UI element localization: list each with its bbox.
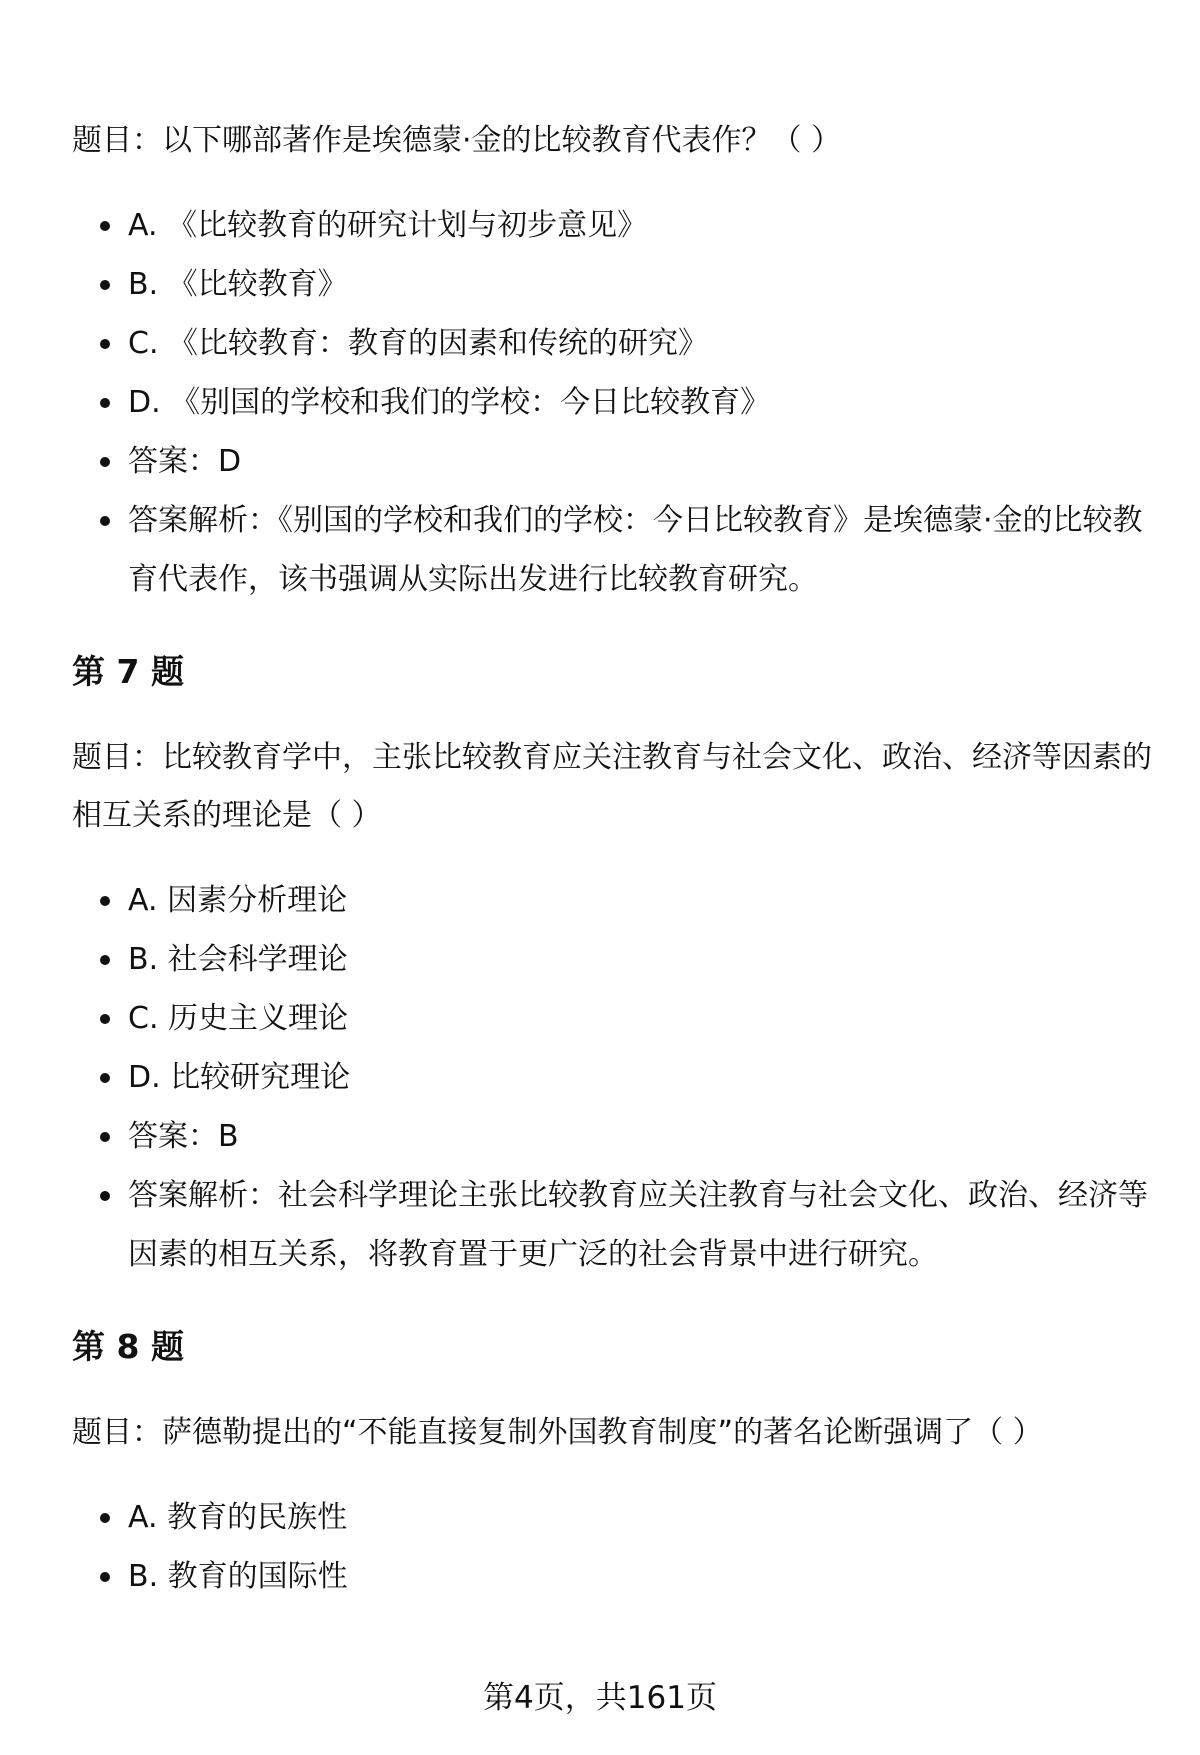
page-number-footer: 第4页，共161页: [483, 1680, 717, 1716]
option-b: B. 社会科学理论: [72, 930, 1152, 989]
option-d: D. 《别国的学校和我们的学校：今日比较教育》: [72, 373, 1152, 432]
question-6-stem: 题目：以下哪部著作是埃德蒙·金的比较教育代表作？（ ）: [72, 123, 842, 158]
answer: 答案：B: [72, 1107, 1152, 1166]
option-b: B. 《比较教育》: [72, 255, 1152, 314]
question-8-stem: 题目：萨德勒提出的“不能直接复制外国教育制度”的著名论断强调了（ ）: [72, 1415, 1043, 1450]
answer-analysis: 答案解析：《别国的学校和我们的学校：今日比较教育》是埃德蒙·金的比较教育代表作，该书强调从实际出发进行比较教育研究。: [72, 491, 1152, 609]
document-page: [72, 112, 1152, 1606]
option-d: D. 比较研究理论: [72, 1048, 1152, 1107]
question-8-title: 第 8 题: [72, 1327, 184, 1366]
option-a: A. 《比较教育的研究计划与初步意见》: [72, 196, 1152, 255]
option-a: A. 因素分析理论: [72, 871, 1152, 930]
question-7-title: 第 7 题: [72, 652, 184, 691]
option-c: C. 历史主义理论: [72, 989, 1152, 1048]
option-a: A. 教育的民族性: [72, 1488, 1152, 1547]
answer: 答案：D: [72, 432, 1152, 491]
question-8-options: [72, 1488, 1152, 1606]
question-6-options: [72, 196, 1152, 609]
option-c: C. 《比较教育：教育的因素和传统的研究》: [72, 314, 1152, 373]
question-7-stem: 题目：比较教育学中，主张比较教育应关注教育与社会文化、政治、经济等因素的相互关系的理论是（ ）: [72, 740, 1152, 833]
option-b: B. 教育的国际性: [72, 1547, 1152, 1606]
answer-analysis: 答案解析：社会科学理论主张比较教育应关注教育与社会文化、政治、经济等因素的相互关系，将教育置于更广泛的社会背景中进行研究。: [72, 1166, 1152, 1284]
question-7-options: [72, 871, 1152, 1284]
